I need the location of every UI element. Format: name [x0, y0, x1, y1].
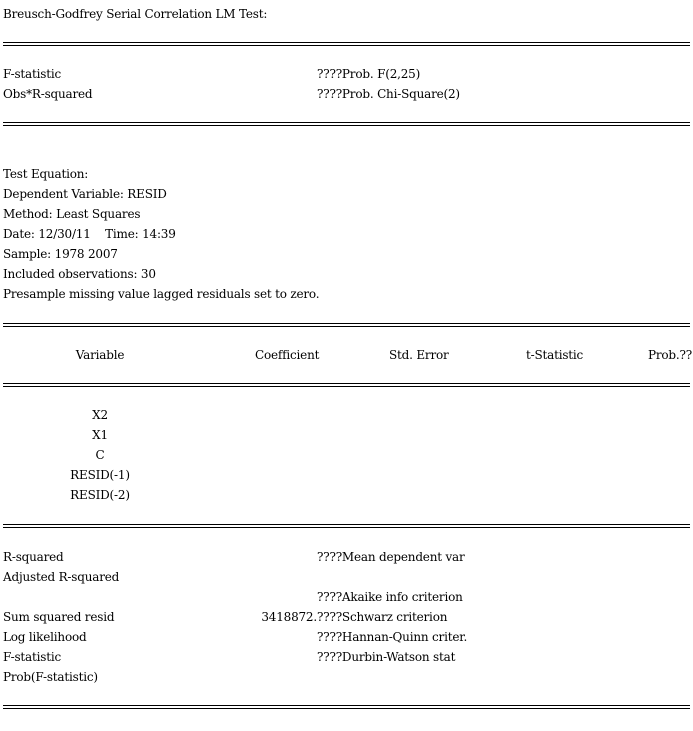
equation-line: Dependent Variable: RESID [3, 187, 167, 201]
summary-value: 3418872. [261, 610, 317, 624]
divider [3, 42, 690, 43]
divider [3, 705, 690, 706]
equation-line: Sample: 1978 2007 [3, 247, 118, 261]
equation-line: Test Equation: [3, 167, 89, 181]
equation-line: Method: Least Squares [3, 207, 141, 221]
divider [3, 125, 690, 126]
summary-label: R-squared [3, 550, 64, 564]
stat-label-obs: Obs*R-squared [3, 87, 93, 101]
equation-line: Presample missing value lagged residuals set to zero. [3, 287, 320, 301]
summary-label: F-statistic [3, 650, 61, 664]
header-variable: Variable [75, 348, 125, 362]
header-prob: Prob.?? [648, 348, 692, 362]
divider [3, 708, 690, 709]
stat-label-f: F-statistic [3, 67, 61, 81]
summary-label: Prob(F-statistic) [3, 670, 98, 684]
divider [3, 386, 690, 387]
summary-mid: ????Hannan-Quinn criter. [317, 630, 468, 644]
table-row-variable: RESID(-2) [70, 488, 130, 502]
table-row-variable: X2 [92, 408, 108, 422]
test-title: Breusch-Godfrey Serial Correlation LM Test: [3, 7, 268, 21]
stat-prob-f: ????Prob. F(2,25) [317, 67, 421, 81]
summary-mid: ????Schwarz criterion [317, 610, 448, 624]
table-row-variable: RESID(-1) [70, 468, 130, 482]
header-coefficient: Coefficient [255, 348, 320, 362]
summary-label: Adjusted R-squared [3, 570, 120, 584]
table-row-variable: C [95, 448, 105, 462]
divider [3, 45, 690, 46]
summary-label: Sum squared resid [3, 610, 115, 624]
divider [3, 527, 690, 528]
divider [3, 326, 690, 327]
header-t-statistic: t-Statistic [526, 348, 584, 362]
divider [3, 323, 690, 324]
equation-line: Included observations: 30 [3, 267, 156, 281]
header-std-error: Std. Error [389, 348, 449, 362]
divider [3, 122, 690, 123]
summary-label: Log likelihood [3, 630, 87, 644]
stat-prob-chi: ????Prob. Chi-Square(2) [317, 87, 460, 101]
divider [3, 524, 690, 525]
summary-mid: ????Akaike info criterion [317, 590, 463, 604]
summary-mid: ????Durbin-Watson stat [317, 650, 456, 664]
equation-line: Date: 12/30/11 Time: 14:39 [3, 227, 176, 241]
divider [3, 383, 690, 384]
table-row-variable: X1 [92, 428, 108, 442]
summary-mid: ????Mean dependent var [317, 550, 465, 564]
